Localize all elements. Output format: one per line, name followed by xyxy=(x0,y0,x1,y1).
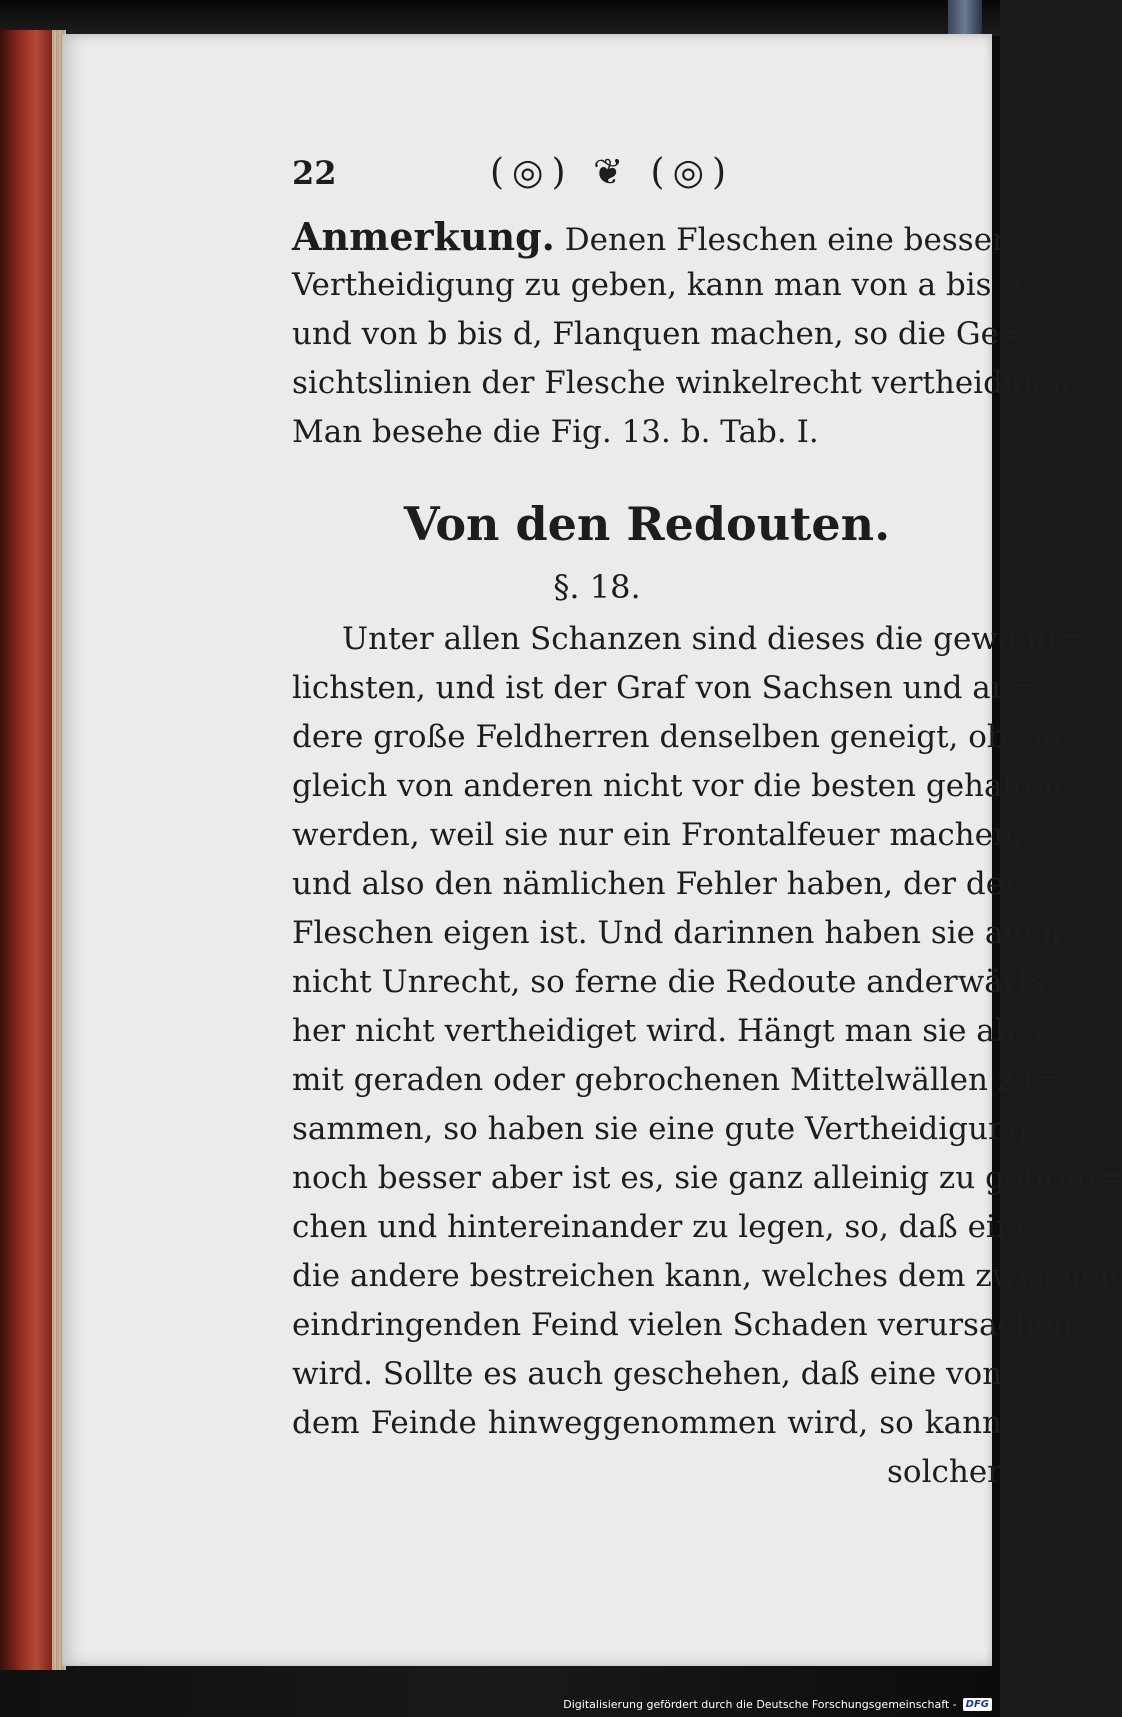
section-number: §. 18. xyxy=(553,568,641,606)
section-heading: Von den Redouten. xyxy=(403,497,891,551)
credit-text: Digitalisierung gefördert durch die Deutsche Forschungsgemeinschaft - xyxy=(563,1698,957,1711)
body-line: chen und hintereinander zu legen, so, daß eine xyxy=(292,1209,1035,1245)
body-line: dere große Feldherren denselben geneigt, ob sie xyxy=(292,719,1061,755)
page-text-block xyxy=(292,134,1122,1497)
body-line: sammen, so haben sie eine gute Vertheidigung; xyxy=(292,1111,1039,1147)
digitization-credit xyxy=(563,1698,992,1711)
body-line: gleich von anderen nicht vor die besten gehalten xyxy=(292,768,1064,804)
body-line: lichsten, und ist der Graf von Sachsen und an= xyxy=(292,670,1037,706)
body-line: dem Feinde hinweggenommen wird, so kann xyxy=(292,1405,1002,1441)
top-edge xyxy=(0,0,1000,36)
dfg-logo-icon: DFG xyxy=(963,1698,992,1711)
bookmark-ribbon xyxy=(948,0,982,36)
book-page xyxy=(62,34,1122,1666)
body-line: her nicht vertheidiget wird. Hängt man sie aber xyxy=(292,1013,1048,1049)
catchword: solcher xyxy=(887,1454,1002,1490)
note-line xyxy=(292,212,1026,261)
note-line-text: Denen Fleschen eine bessere xyxy=(554,222,1026,258)
body-line: und also den nämlichen Fehler haben, der den xyxy=(292,866,1025,902)
page-number: 22 xyxy=(292,154,337,192)
note-lead-word: Anmerkung. xyxy=(292,214,555,259)
note-line: sichtslinien der Flesche winkelrecht vertheidigen. xyxy=(292,365,1081,401)
header-ornament-icon: (◎) ❦ (◎) xyxy=(490,152,735,193)
page-header xyxy=(292,134,1002,204)
body-line: noch besser aber ist es, sie ganz alleinig zu gebrau= xyxy=(292,1160,1122,1196)
note-line: Vertheidigung zu geben, kann man von a bis e, xyxy=(292,267,1030,303)
body-line: werden, weil sie nur ein Frontalfeuer machen, xyxy=(292,817,1023,853)
note-line: Man besehe die Fig. 13. b. Tab. I. xyxy=(292,414,819,450)
body-line: nicht Unrecht, so ferne die Redoute anderwärts xyxy=(292,964,1046,1000)
body-line: Fleschen eigen ist. Und darinnen haben sie auch xyxy=(292,915,1061,951)
body-line: wird. Sollte es auch geschehen, daß eine von xyxy=(292,1356,1003,1392)
body-line: die andere bestreichen kann, welches dem zwischen xyxy=(292,1258,1120,1294)
body-line: Unter allen Schanzen sind dieses die gewöhn= xyxy=(342,621,1083,657)
body-line: mit geraden oder gebrochenen Mittelwällen zu= xyxy=(292,1062,1061,1098)
book-spine xyxy=(0,30,66,1670)
note-line: und von b bis d, Flanquen machen, so die Ge= xyxy=(292,316,1025,352)
body-line: eindringenden Feind vielen Schaden verursachen xyxy=(292,1307,1074,1343)
